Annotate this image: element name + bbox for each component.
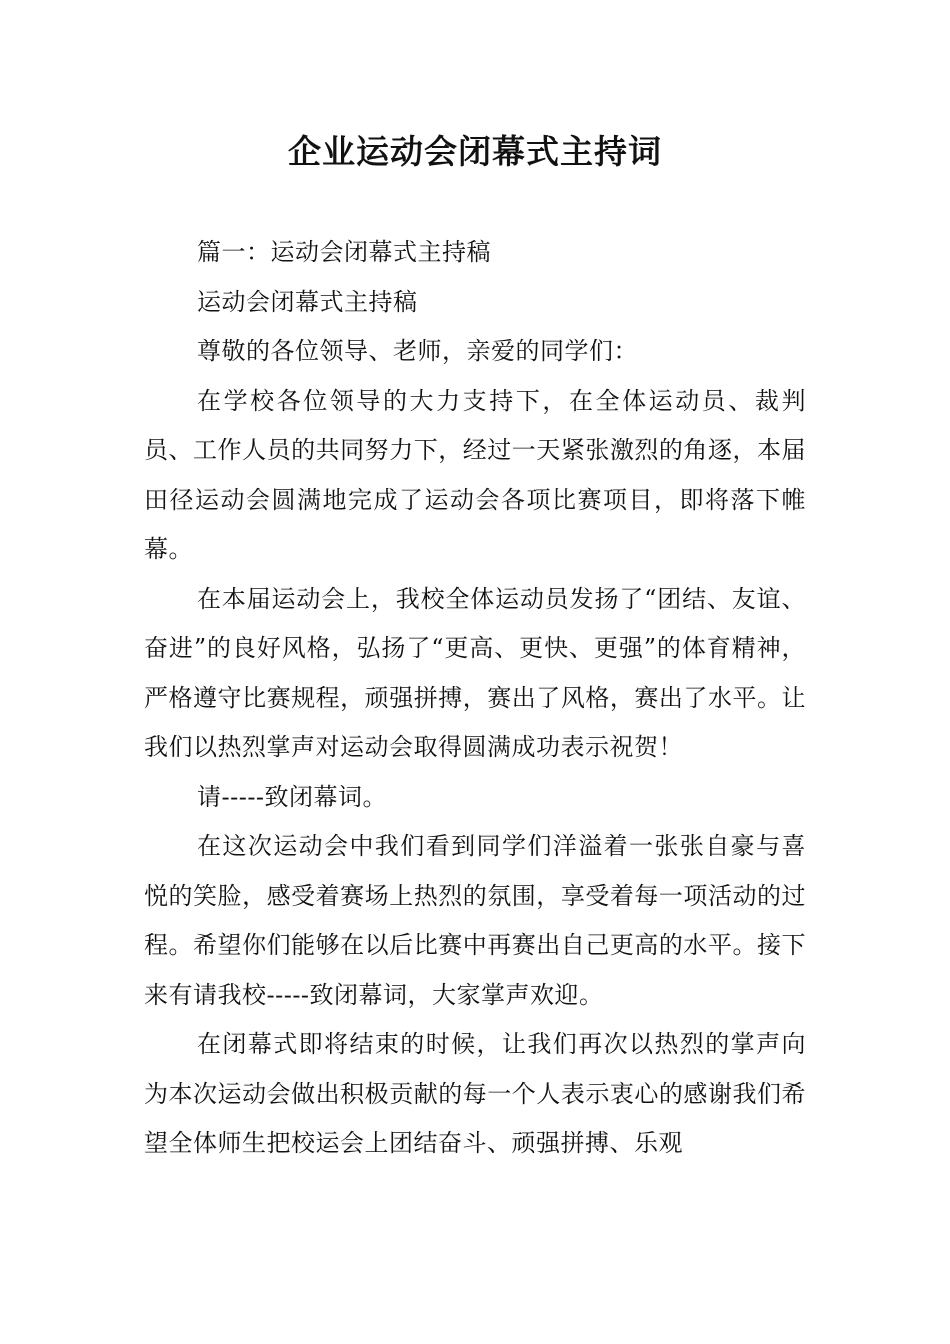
paragraph-greeting: 尊敬的各位领导、老师，亲爱的同学们： [197,337,638,365]
document-body [144,228,806,1169]
paragraph-subtitle: 运动会闭幕式主持稿 [197,287,418,316]
paragraph-body: 在本届运动会上，我校全体运动员发扬了“团结、友谊、奋进”的良好风格，弘扬了“更高、更快、更强”的体育精神，严格遵守比赛规程，顽强拼搏，赛出了风格，赛出了水平。让我们以热烈掌声对运动会取得圆满成功表示祝贺！ [144,584,806,761]
document-title: 企业运动会闭幕式主持词 [288,132,662,171]
paragraph-body: 在闭幕式即将结束的时候，让我们再次以热烈的掌声向为本次运动会做出积极贡献的每一个人表示衷心的感谢我们希望全体师生把校运会上团结奋斗、顽强拼搏、乐观 [144,1030,806,1157]
paragraph-body: 在这次运动会中我们看到同学们洋溢着一张张自豪与喜悦的笑脸，感受着赛场上热烈的氛围，享受着每一项活动的过程。希望你们能够在以后比赛中再赛出自己更高的水平。接下来有请我校-----致闭幕词，大家掌声欢迎。 [144,832,806,1009]
paragraph-section-heading: 篇一：运动会闭幕式主持稿 [197,238,491,266]
paragraph-body: 请-----致闭幕词。 [197,782,388,811]
paragraph-body: 在学校各位领导的大力支持下，在全体运动员、裁判员、工作人员的共同努力下，经过一天紧张激烈的角逐，本届田径运动会圆满地完成了运动会各项比赛项目，即将落下帷幕。 [144,386,806,563]
